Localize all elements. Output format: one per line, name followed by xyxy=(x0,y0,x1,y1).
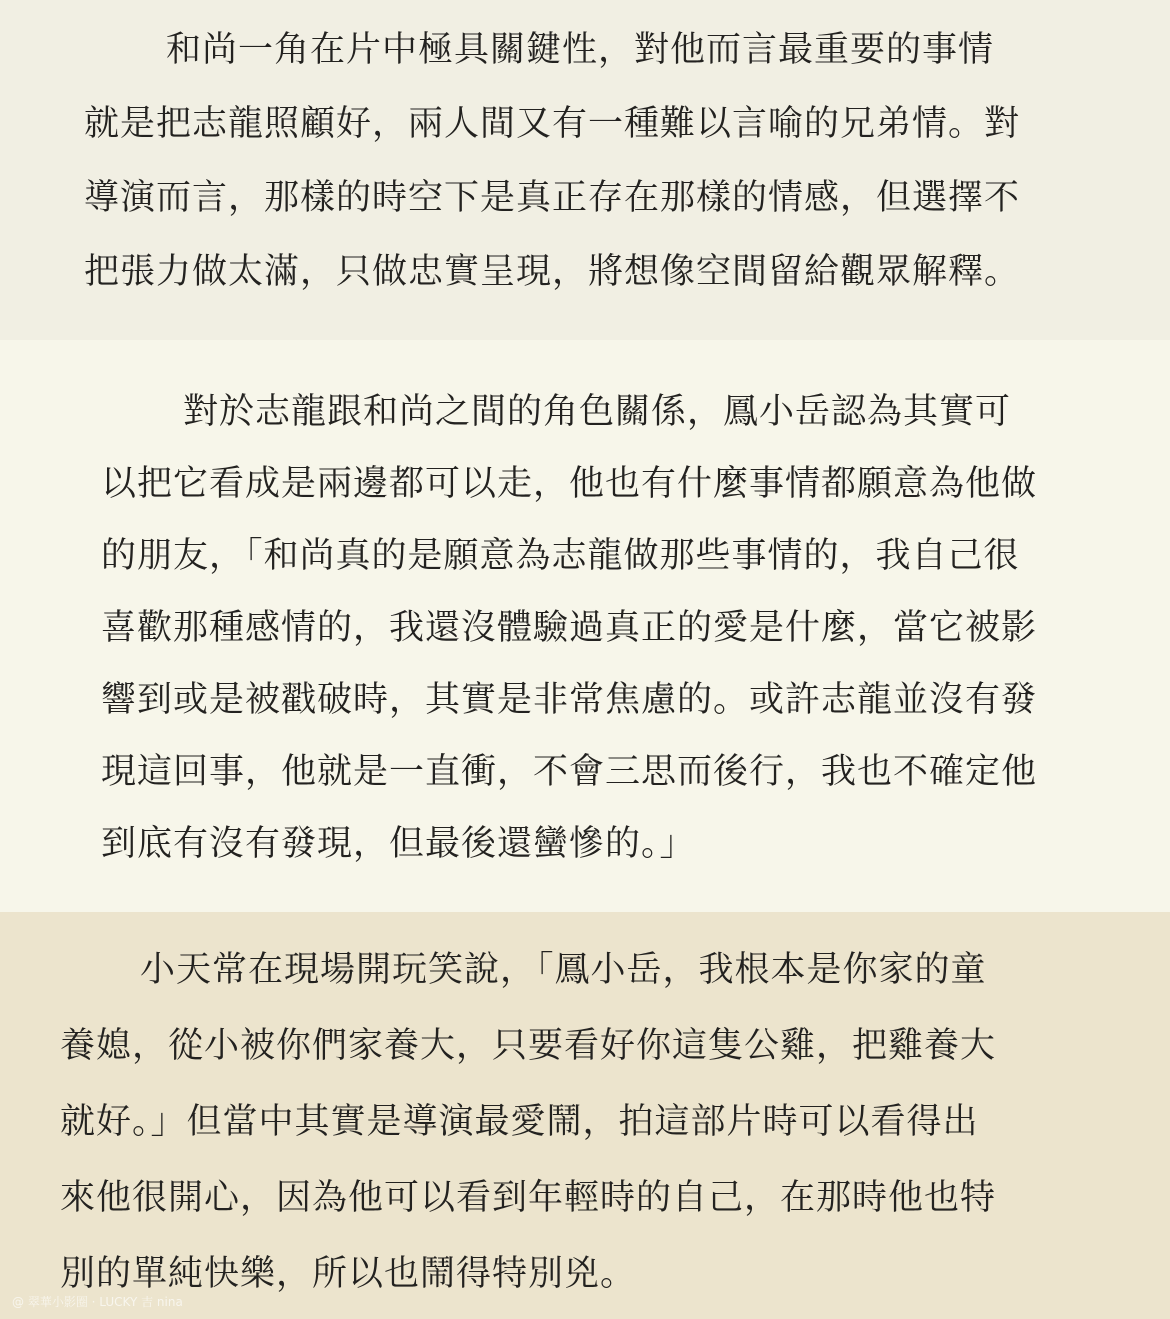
paragraph-line: 就好。」但當中其實是導演最愛鬧，拍這部片時可以看得出 xyxy=(60,1102,979,1142)
paragraph-line: 導演而言，那樣的時空下是真正存在那樣的情感，但選擇不 xyxy=(84,178,1021,218)
paragraph-line: 以把它看成是兩邊都可以走，他也有什麼事情都願意為他做 xyxy=(101,464,1038,504)
paragraph-line: 現這回事，他就是一直衝，不會三思而後行，我也不確定他 xyxy=(101,752,1038,792)
paragraph-line: 把張力做太滿，只做忠實呈現，將想像空間留給觀眾解釋。 xyxy=(84,252,1021,292)
paragraph-line: 的朋友，「和尚真的是願意為志龍做那些事情的，我自己很 xyxy=(101,536,1020,576)
article-panel-2 xyxy=(0,340,1170,912)
paragraph-line: 養媳，從小被你們家養大，只要看好你這隻公雞，把雞養大 xyxy=(60,1026,997,1066)
watermark: @ 翠華小影圈 · LUCKY 吉 nina xyxy=(12,1295,183,1309)
paragraph-line: 別的單純快樂，所以也鬧得特別兇。 xyxy=(60,1254,637,1294)
paragraph-line: 和尚一角在片中極具關鍵性，對他而言最重要的事情 xyxy=(166,30,995,70)
paragraph-line: 響到或是被戳破時，其實是非常焦慮的。或許志龍並沒有發 xyxy=(101,680,1038,720)
paragraph-line: 喜歡那種感情的，我還沒體驗過真正的愛是什麼，當它被影 xyxy=(101,608,1038,648)
paragraph-line: 到底有沒有發現，但最後還蠻慘的。」 xyxy=(101,824,696,864)
article-panel-3 xyxy=(0,912,1170,1319)
paragraph-line: 對於志龍跟和尚之間的角色關係，鳳小岳認為其實可 xyxy=(183,392,1012,432)
paragraph-line: 小天常在現場開玩笑說，「鳳小岳，我根本是你家的童 xyxy=(140,950,987,990)
paragraph-line: 就是把志龍照顧好，兩人間又有一種難以言喻的兄弟情。對 xyxy=(84,104,1021,144)
article-panel-1 xyxy=(0,0,1170,340)
paragraph-line: 來他很開心，因為他可以看到年輕時的自己，在那時他也特 xyxy=(60,1178,997,1218)
